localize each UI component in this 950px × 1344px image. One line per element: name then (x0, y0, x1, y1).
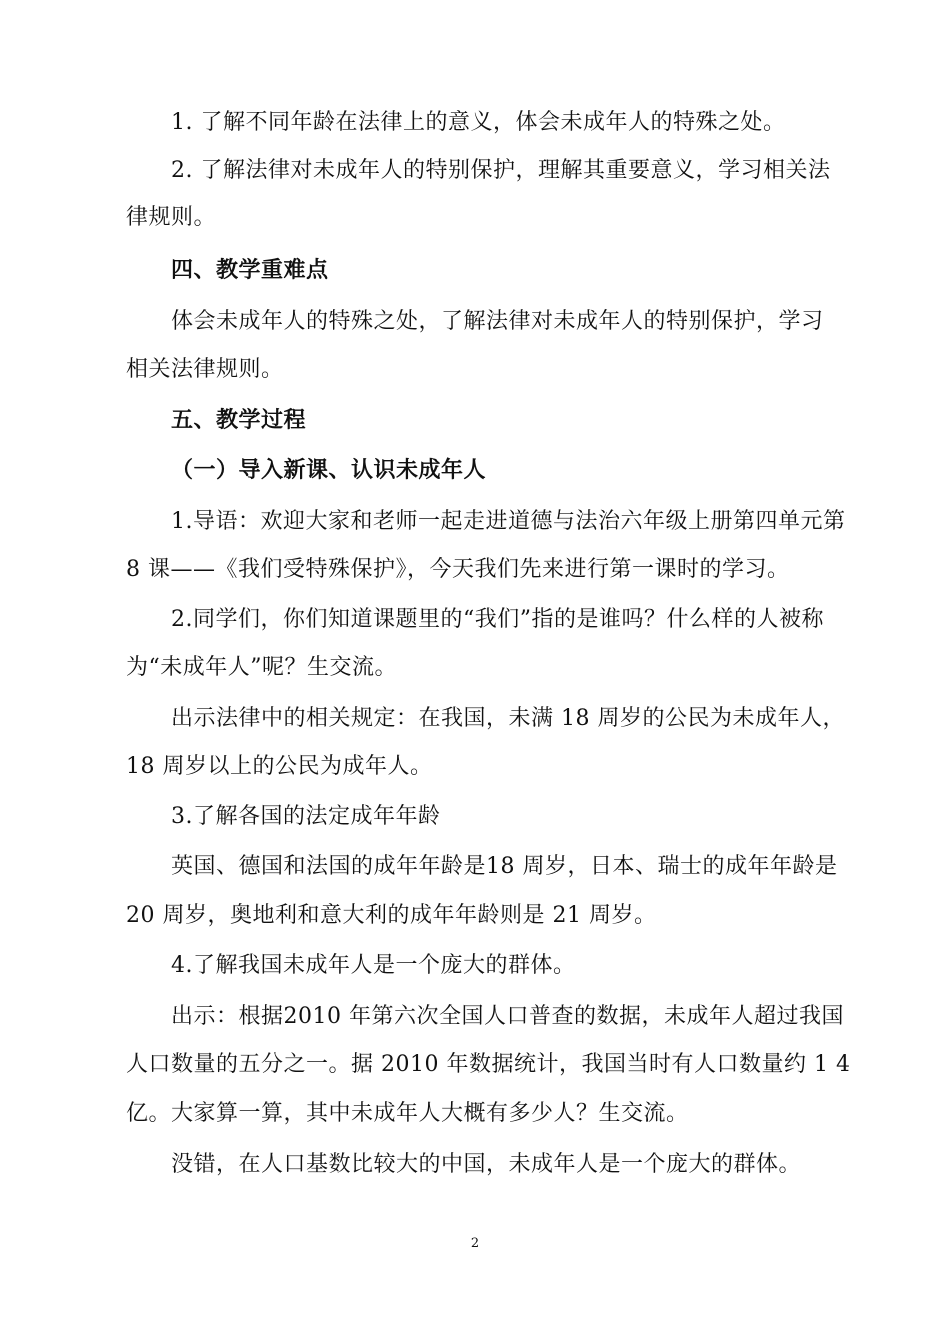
census-line-2: 人口数量的五分之一。据 2010 年数据统计，我国当时有人口数量约 1 4 (126, 1052, 851, 1077)
law-rule-line-1: 出示法律中的相关规定：在我国，未满 18 周岁的公民为未成年人， (171, 706, 845, 731)
step-4: 4.了解我国未成年人是一个庞大的群体。 (171, 953, 576, 978)
subsection-heading-intro: （一）导入新课、认识未成年人 (171, 458, 487, 483)
step-1-line-1: 1.导语：欢迎大家和老师一起走进道德与法治六年级上册第四单元第 (171, 509, 846, 534)
step-1-line-2: 8 课——《我们受特殊保护》，今天我们先来进行第一课时的学习。 (126, 557, 790, 582)
page-number: 2 (470, 1236, 480, 1251)
census-line-1: 出示：根据2010 年第六次全国人口普查的数据，未成年人超过我国 (171, 1004, 844, 1029)
objective-1: 1. 了解不同年龄在法律上的意义，体会未成年人的特殊之处。 (171, 110, 786, 135)
key-points-line-2: 相关法律规则。 (126, 357, 284, 382)
objective-2-line-1: 2. 了解法律对未成年人的特别保护，理解其重要意义，学习相关法 (171, 158, 831, 183)
adult-age-line-1: 英国、德国和法国的成年年龄是18 周岁，日本、瑞士的成年年龄是 (171, 854, 838, 879)
key-points-line-1: 体会未成年人的特殊之处，了解法律对未成年人的特别保护，学习 (171, 309, 824, 334)
conclusion: 没错，在人口基数比较大的中国，未成年人是一个庞大的群体。 (171, 1152, 802, 1177)
law-rule-line-2: 18 周岁以上的公民为成年人。 (126, 754, 433, 779)
adult-age-line-2: 20 周岁，奥地利和意大利的成年年龄则是 21 周岁。 (126, 903, 657, 928)
objective-2-line-2: 律规则。 (126, 205, 217, 230)
step-2-line-2: 为“未成年人”呢？生交流。 (126, 655, 397, 680)
section-heading-key-points: 四、教学重难点 (171, 258, 329, 283)
census-line-3: 亿。大家算一算，其中未成年人大概有多少人？生交流。 (126, 1101, 689, 1126)
step-3: 3.了解各国的法定成年年龄 (171, 804, 441, 829)
step-2-line-1: 2.同学们，你们知道课题里的“我们”指的是谁吗？什么样的人被称 (171, 607, 824, 632)
section-heading-process: 五、教学过程 (171, 408, 307, 433)
